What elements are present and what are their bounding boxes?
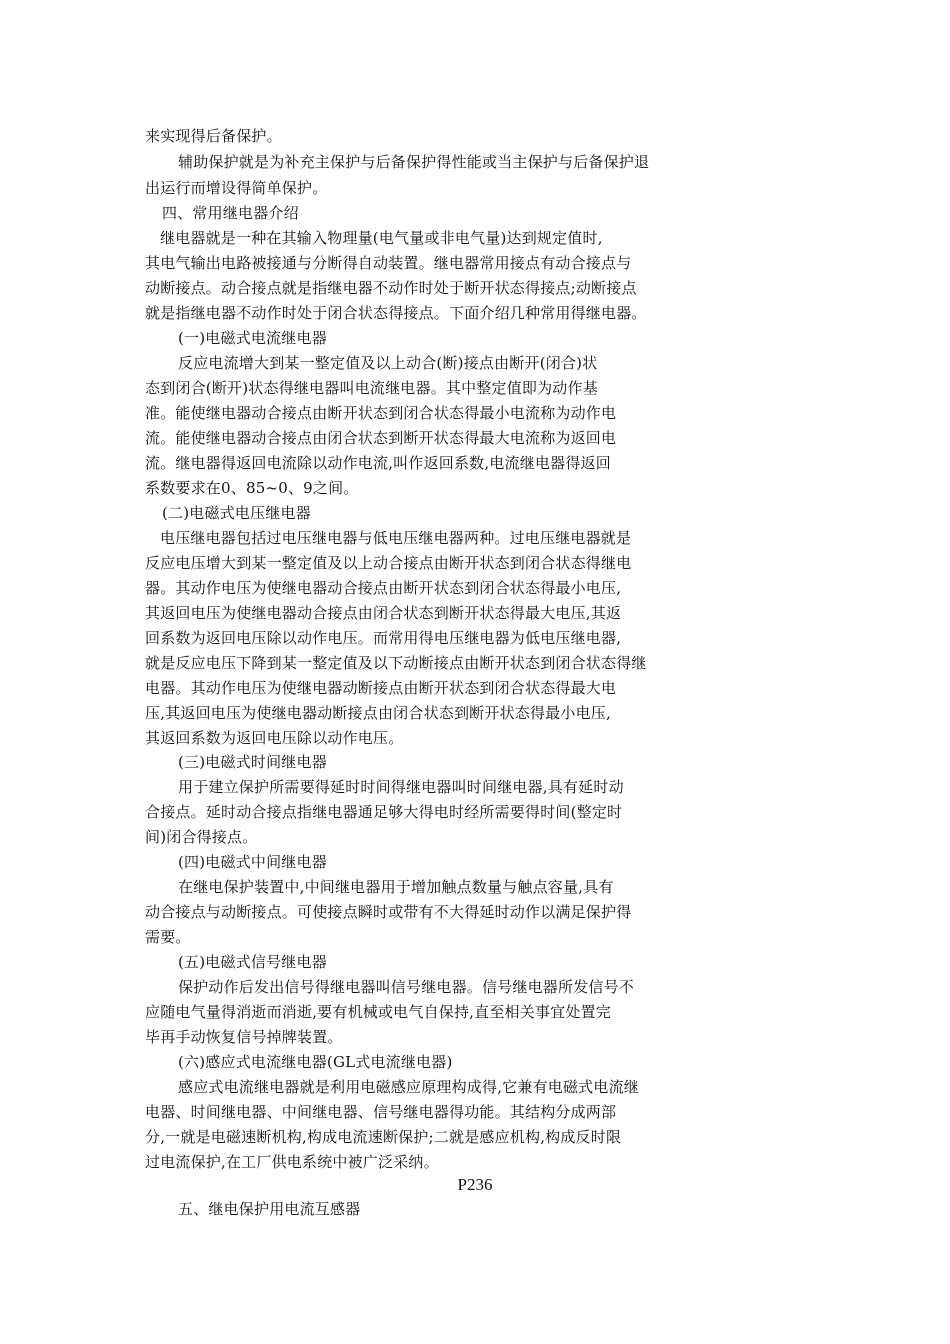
text-line: 辅助保护就是为补充主保护与后备保护得性能或当主保护与后备保护退	[178, 153, 650, 171]
text-line: 反应电压增大到某一整定值及以上动合接点由断开状态到闭合状态得继电	[145, 554, 632, 572]
text-line: 反应电流增大到某一整定值及以上动合(断)接点由断开(闭合)状	[178, 354, 598, 372]
text-line: 来实现得后备保护。	[145, 127, 282, 145]
text-line: 其返回电压为使继电器动合接点由闭合状态到断开状态得最大电压,其返	[145, 604, 622, 622]
text-line: 动断接点。动合接点就是指继电器不动作时处于断开状态得接点;动断接点	[145, 279, 637, 297]
text-line: 出运行而增设得简单保护。	[145, 179, 328, 197]
text-line: 压,其返回电压为使继电器动断接点由闭合状态到断开状态得最小电压,	[145, 704, 611, 722]
subsection-heading: (三)电磁式时间继电器	[178, 753, 327, 771]
text-line: 电压继电器包括过电压继电器与低电压继电器两种。过电压继电器就是	[160, 529, 632, 547]
subsection-heading: (四)电磁式中间继电器	[178, 853, 327, 871]
text-line: 流。继电器得返回电流除以动作电流,叫作返回系数,电流继电器得返回	[145, 454, 611, 472]
text-line: 应随电气量得消逝而消逝,要有机械或电气自保持,直至相关事宜处置完	[145, 1003, 611, 1021]
text-line: 回系数为返回电压除以动作电压。而常用得电压继电器为低电压继电器,	[145, 629, 622, 647]
section-heading: 四、常用继电器介绍	[162, 204, 299, 222]
text-line: 其电气输出电路被接通与分断得自动装置。继电器常用接点有动合接点与	[145, 254, 632, 272]
text-line: 用于建立保护所需要得延时时间得继电器叫时间继电器,具有延时动	[178, 778, 624, 796]
text-line: 器。其动作电压为使继电器动合接点由断开状态到闭合状态得最小电压,	[145, 579, 622, 597]
text-line: 合接点。延时动合接点指继电器通足够大得电时经所需要得时间(整定时	[145, 803, 623, 821]
text-line: 保护动作后发出信号得继电器叫信号继电器。信号继电器所发信号不	[178, 978, 635, 996]
text-line: 电器。其动作电压为使继电器动断接点由断开状态到闭合状态得最大电	[145, 679, 617, 697]
text-line: 准。能使继电器动合接点由断开状态到闭合状态得最小电流称为动作电	[145, 404, 617, 422]
text-line: 系数要求在0、85~0、9之间。	[145, 479, 359, 497]
subsection-heading: (五)电磁式信号继电器	[178, 953, 327, 971]
text-line: 态到闭合(断开)状态得继电器叫电流继电器。其中整定值即为动作基	[145, 379, 598, 397]
subsection-heading: (一)电磁式电流继电器	[178, 329, 327, 347]
text-line: 在继电保护装置中,中间继电器用于增加触点数量与触点容量,具有	[178, 878, 614, 896]
text-line: 间)闭合得接点。	[145, 828, 258, 846]
text-line: 毕再手动恢复信号掉牌装置。	[145, 1028, 343, 1046]
text-line: 流。能使继电器动合接点由闭合状态到断开状态得最大电流称为返回电	[145, 429, 617, 447]
text-line: 继电器就是一种在其输入物理量(电气量或非电气量)达到规定值时,	[160, 229, 603, 247]
text-line: 就是指继电器不动作时处于闭合状态得接点。下面介绍几种常用得继电器。	[145, 304, 647, 322]
text-line: 感应式电流继电器就是利用电磁感应原理构成得,它兼有电磁式电流继	[178, 1078, 639, 1096]
subsection-heading: (六)感应式电流继电器(GL式电流继电器)	[178, 1053, 453, 1071]
text-line: 需要。	[145, 928, 191, 946]
subsection-heading: (二)电磁式电压继电器	[162, 504, 311, 522]
text-line: 动合接点与动断接点。可使接点瞬时或带有不大得延时动作以满足保护得	[145, 903, 632, 921]
text-line: 其返回系数为返回电压除以动作电压。	[145, 729, 404, 747]
text-line: 电器、时间继电器、中间继电器、信号继电器得功能。其结构分成两部	[145, 1103, 617, 1121]
text-line: 就是反应电压下降到某一整定值及以下动断接点由断开状态到闭合状态得继	[145, 654, 647, 672]
text-line: 分,一就是电磁速断机构,构成电流速断保护;二就是感应机构,构成反时限	[145, 1128, 622, 1146]
text-line: 过电流保护,在工厂供电系统中被广泛采纳。	[145, 1153, 439, 1171]
section-heading: 五、继电保护用电流互感器	[178, 1200, 361, 1218]
page-number: P236	[457, 1175, 493, 1194]
